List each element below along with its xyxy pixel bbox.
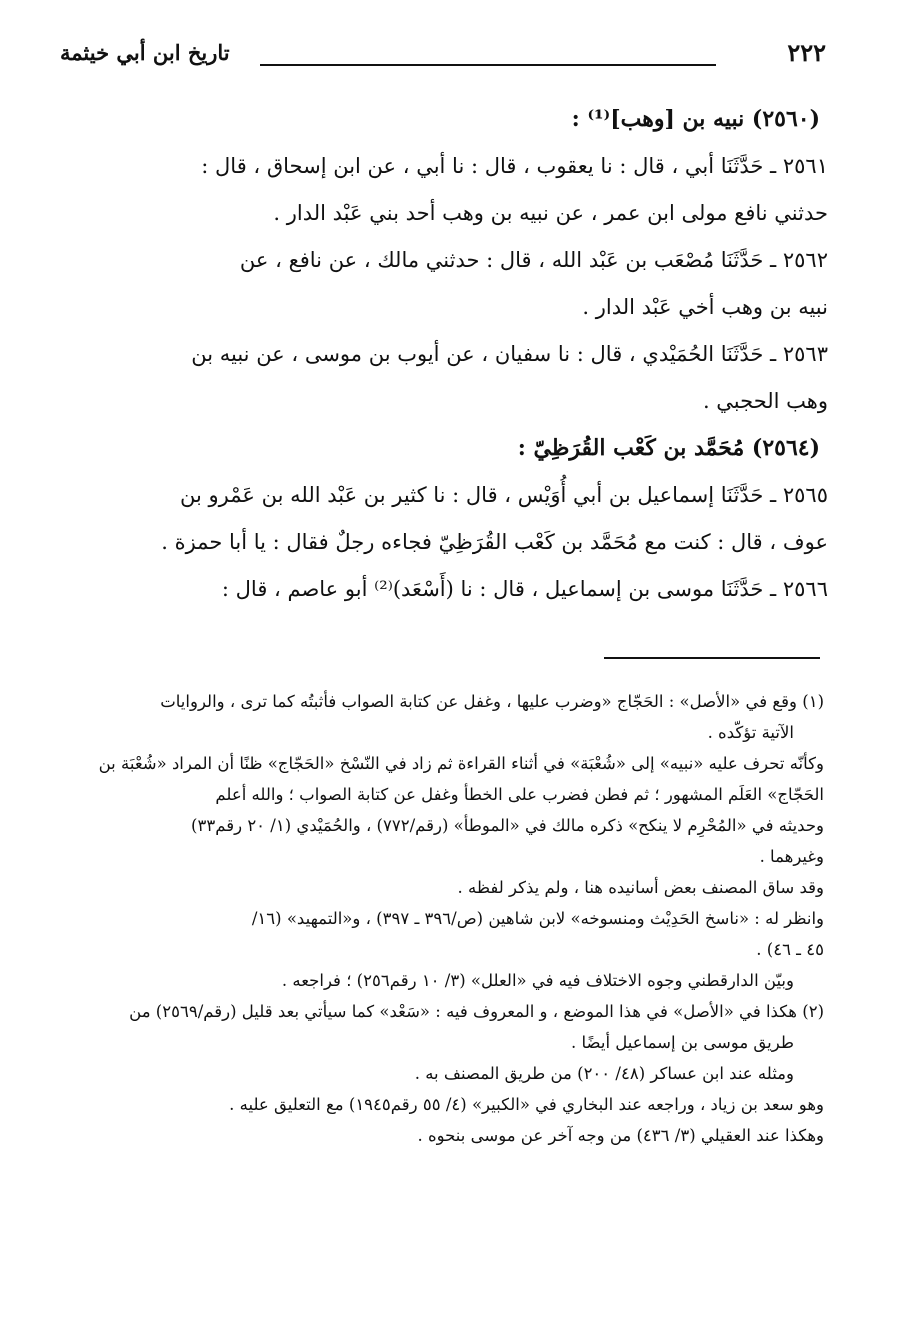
entry-heading: (٢٥٦٤) مُحَمَّد بن كَعْب القُرَظِيّ : [517,435,820,461]
footnote-line: وقد ساق المصنف بعض أسانيده هنا ، ولم يذكر لفظه . [457,878,824,897]
footnote-line: وحديثه في «المُحْرِم لا ينكح» ذكره مالك في «الموطأ» (رقم/٧٧٢) ، والحُمَيْدي (١/ ٢٠ رقم٣٣) [191,816,824,835]
footnote-line: وغيرهما . [759,847,824,866]
footnote-separator [604,657,820,659]
text-line: ٢٥٦٦ ـ حَدَّثَنَا موسى بن إسماعيل ، قال : نا (أَسْعَد)⁽²⁾ أبو عاصم ، قال : [221,577,828,601]
entry-heading: (٢٥٦٠) نبيه بن [وهب]⁽¹⁾ : [571,106,820,132]
text-line: ٢٥٦٢ ـ حَدَّثَنَا مُصْعَب بن عَبْد الله ، قال : حدثني مالك ، عن نافع ، عن [239,248,828,272]
footnote-line: وهو سعد بن زياد ، وراجعه عند البخاري في «الكبير» (٤/ ٥٥ رقم١٩٤٥) مع التعليق عليه . [229,1095,824,1114]
footnote-line: ٤٥ ـ ٤٦) . [756,940,824,959]
text-line: ٢٥٦٣ ـ حَدَّثَنَا الحُمَيْدي ، قال : نا سفيان ، عن أيوب بن موسى ، عن نبيه بن [191,342,828,366]
footnote-line: الآتية تؤكّده . [707,723,794,742]
footnote-line: طريق موسى بن إسماعيل أيضًا . [571,1033,794,1052]
text-line: وهب الحجبي . [702,389,828,413]
text-line: عوف ، قال : كنت مع مُحَمَّد بن كَعْب القُرَظِيّ فجاءه رجلٌ فقال : يا أبا حمزة . [161,530,828,554]
footnote-line: ومثله عند ابن عساكر (٤٨/ ٢٠٠) من طريق المصنف به . [414,1064,794,1083]
footnotes [70,686,824,1151]
page-number: ٢٢٢ [787,38,826,67]
footnote-line: الحَجّاج» العَلَم المشهور ؛ ثم فطن فضرب على الخطأ وغفل عن كتابة الصواب ؛ والله أعلم [215,785,824,804]
text-line: ٢٥٦١ ـ حَدَّثَنَا أبي ، قال : نا يعقوب ، قال : نا أبي ، عن ابن إسحاق ، قال : [201,154,828,178]
page-header [60,38,826,78]
text-line: نبيه بن وهب أخي عَبْد الدار . [582,295,828,319]
footnote-line: (١) وقع في «الأصل» : الحَجّاج «وضرب عليها ، وغفل عن كتابة الصواب فأثبتُه كما ترى ، والروايات [160,692,824,711]
text-line: حدثني نافع مولى ابن عمر ، عن نبيه بن وهب أحد بني عَبْد الدار . [273,201,828,225]
header-rule [260,64,716,66]
footnote-line: وكأنّه تحرف عليه «نبيه» إلى «شُعْبَة» في أثناء القراءة ثم زاد في النّسْخ «الحَجّاج» ظنًا أن المراد «شُعْبَة بن [98,754,824,773]
footnote-line: (٢) هكذا في «الأصل» في هذا الموضع ، و المعروف فيه : «سَعْد» كما سيأتي بعد قليل (رقم/٢٥٦٩) من [129,1002,824,1021]
book-title: تاريخ ابن أبي خيثمة [60,40,230,65]
footnote-line: وانظر له : «ناسخ الحَدِيْث ومنسوخه» لابن شاهين (ص/٣٩٦ ـ ٣٩٧) ، و«التمهيد» (١٦/ [251,909,824,928]
footnote-line: وهكذا عند العقيلي (٣/ ٤٣٦) من وجه آخر عن موسى بنحوه . [417,1126,824,1145]
text-line: ٢٥٦٥ ـ حَدَّثَنَا إسماعيل بن أبي أُوَيْس ، قال : نا كثير بن عَبْد الله بن عَمْرو بن [180,483,828,507]
main-text [68,96,828,613]
footnote-line: وبيّن الدارقطني وجوه الاختلاف فيه في «العلل» (٣/ ١٠ رقم٢٥٦) ؛ فراجعه . [281,971,794,990]
